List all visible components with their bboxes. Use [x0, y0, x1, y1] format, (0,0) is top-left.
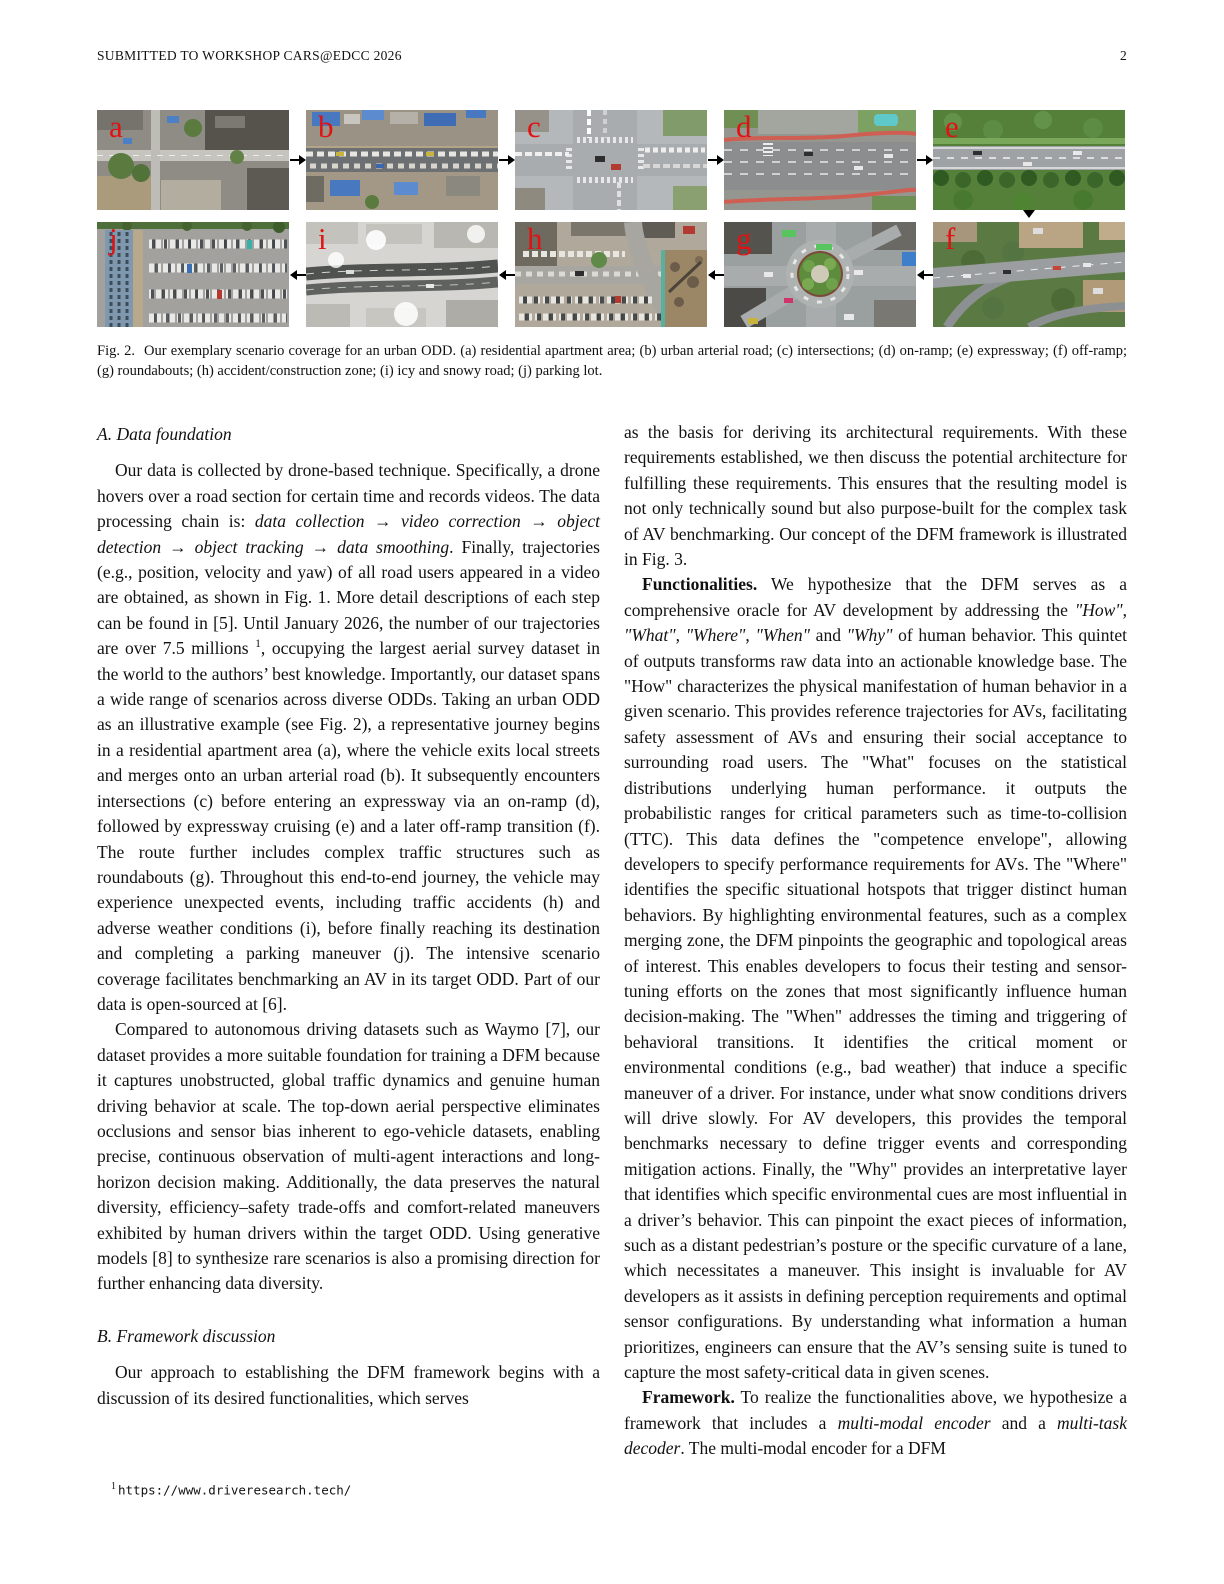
body-columns: [97, 420, 1127, 1462]
flow-arrow-left-icon: [290, 269, 306, 281]
tile-letter: b: [318, 110, 334, 144]
paragraph: Our approach to establishing the DFM framework begins with a discussion of its desired functionalities, which serves: [97, 1362, 600, 1408]
figure-caption-label: Fig. 2.: [97, 343, 135, 359]
tile-letter: j: [109, 222, 118, 256]
tile-letter: g: [736, 222, 752, 256]
aerial-photo-on-ramp: [724, 110, 916, 210]
flow-arrow-left-icon: [917, 269, 933, 281]
running-title: SUBMITTED TO WORKSHOP CARS@EDCC 2026: [97, 48, 402, 63]
aerial-photo-off-ramp: [933, 222, 1125, 327]
figure-tile-arterial-road: [306, 110, 498, 210]
figure-2-panel: [97, 110, 1127, 327]
flow-arrow-right-icon: [708, 154, 724, 166]
paragraph: Compared to autonomous driving datasets such as Waymo [7], our dataset provides a more suitable foundation for training a DFM because it captures unobstructed, global traffic dynamics and genuine human driving behavior at scale. The top-down aerial perspective eliminates occlusions and sensor bias inherent to ego-vehicle datasets, enabling precise, continuous observation of multi-agent interactions and long-horizon decision making. Additionally, the data preserves the natural diversity, efficiency–safety trade-offs and comfort-related maneuvers exhibited by human drivers within the target ODD. Using generative models [8] to synthesize rare scenarios is also a promising direction for further enhancing data diversity.: [97, 1019, 600, 1294]
flow-arrow-right-icon: [917, 154, 933, 166]
paragraph: Framework. To realize the functionalities above, we hypothesize a framework that includes a multi-modal encoder and a multi-task decoder. The multi-modal encoder for a DFM: [624, 1387, 1127, 1459]
paragraph: as the basis for deriving its architectural requirements. With these requirements established, we then discuss the potential architecture for fulfilling these requirements. This ensures that the resulting model is not only technically sound but also purpose-built for the complex task of AV benchmarking. Our concept of the DFM framework is illustrated in Fig. 3.: [624, 422, 1127, 570]
section-a-heading: A. Data foundation: [97, 424, 232, 444]
running-header: [97, 48, 1127, 64]
section-b-heading: B. Framework discussion: [97, 1325, 276, 1346]
figure-tile-construction-zone: [515, 222, 707, 327]
footnote-url-link[interactable]: https://www.driveresearch.tech/: [118, 1482, 352, 1498]
aerial-photo-parking-lot: [97, 222, 289, 327]
figure-tile-on-ramp: [724, 110, 916, 210]
right-column: [624, 420, 1127, 1462]
paragraph: Our data is collected by drone-based technique. Specifically, a drone hovers over a road section for certain time and records videos. The data processing chain is: data collection → video correction → object detection → object tracking → data smoothing. Finally, trajectories (e.g., position, velocity and yaw) of all road users appeared in a video are obtained, as shown in Fig. 1. More detail descriptions of each step can be found in [5]. Until January 2026, the number of our trajectories are over 7.5 millions $^1$, occupying the largest aerial survey dataset in the world to the authors’ best knowledge. Importantly, our dataset spans a wide range of scenarios across diverse ODDs. Taking an urban ODD as an illustrative example (see Fig. 2), a representative journey begins in a residential apartment area (a), where the vehicle exits local streets and merges onto an urban arterial road (b). It subsequently encounters intersections (c) before entering an expressway via an on-ramp (d), followed by expressway cruising (e) and a later off-ramp transition (f). The route further includes complex traffic structures such as roundabouts (g). Throughout this end-to-end journey, the vehicle may experience unexpected events, including traffic accidents (h) and adverse weather conditions (i), before finally reaching its destination and completing a parking maneuver (j). The intensive scenario coverage facilitates benchmarking an AV in its target ODD. Part of our data is open-sourced at [6].: [97, 460, 601, 1014]
figure-bottom-row: [97, 222, 1127, 327]
aerial-photo-construction-zone: [515, 222, 707, 327]
tile-letter: e: [945, 110, 959, 144]
tile-letter: c: [527, 110, 541, 144]
flow-arrow-left-icon: [499, 269, 515, 281]
figure-caption-text: Our exemplary scenario coverage for an urban ODD. (a) residential apartment area; (b) urban arterial road; (c) intersections; (d) on-ramp; (e) expressway; (f) off-ramp; (g) roundabouts; (h) accident/construction zone; (i) icy and snowy road; (j) parking lot.: [97, 343, 1127, 379]
footnote: [111, 1481, 351, 1498]
flow-arrow-left-icon: [708, 269, 724, 281]
tile-letter: h: [527, 222, 543, 256]
figure-tile-residential: [97, 110, 289, 210]
figure-tile-intersection: [515, 110, 707, 210]
flow-arrow-right-icon: [290, 154, 306, 166]
aerial-photo-roundabout: [724, 222, 916, 327]
aerial-photo-snowy-road: [306, 222, 498, 327]
tile-letter: d: [736, 110, 752, 144]
tile-letter: i: [318, 222, 327, 256]
aerial-photo-arterial-road: [306, 110, 498, 210]
figure-tile-expressway: [933, 110, 1125, 210]
aerial-photo-intersection: [515, 110, 707, 210]
tile-letter: f: [945, 222, 956, 256]
figure-tile-roundabout: [724, 222, 916, 327]
figure-tile-off-ramp: [933, 222, 1125, 327]
figure-tile-parking-lot: [97, 222, 289, 327]
aerial-photo-residential: [97, 110, 289, 210]
footnote-marker: 1: [111, 1481, 116, 1492]
flow-arrow-right-icon: [499, 154, 515, 166]
figure-caption: [97, 342, 1127, 381]
figure-top-row: [97, 110, 1127, 210]
left-column: [97, 420, 600, 1462]
tile-letter: a: [109, 110, 123, 144]
paragraph: Functionalities. We hypothesize that the DFM serves as a comprehensive oracle for AV development by addressing the "How", "What", "Where", "When" and "Why" of human behavior. This quintet of outputs transforms raw data into an actionable knowledge base. The "How" characterizes the physical manifestation of human behavior in a given scenario. This provides reference trajectories for AVs, facilitating safety assessment of AVs and ensuring their social acceptance to surrounding road users. The "What" focuses on the statistical distributions underlying human performance. it outputs the probabilistic ranges for critical parameters such as time-to-collision (TTC). This data defines the "competence envelope", allowing developers to specify performance requirements for AVs. The "Where" identifies the specific situational hotspots that trigger distinct human behaviors. By highlighting environmental features, such as a complex merging zone, the DFM pinpoints the geographic and topological areas of interest. This enables developers to focus their testing and sensor-tuning efforts on the zones that most significantly influence human decision-making. The "When" addresses the timing and triggering of behavioral transitions. It identifies the critical moment or environmental conditions (e.g., bad weather) that induce a specific maneuver of a driver. For instance, under what snow conditions drivers will drive slowly. For AV developers, this provides the temporal benchmarks necessary to define trigger events and corresponding mitigation actions. Finally, the "Why" provides an interpretative layer that identifies which specific environmental cues are most influential in a driver’s behavior. This can pinpoint the exact pieces of information, such as a distant pedestrian’s posture or the specific curvature of a lane, which necessitates a maneuver. This insight is invaluable for AV developers as it assists in defining perception requirements and optimal sensor configurations. By understanding what information a human prioritizes, engineers can ensure that the AV’s sensing suite is tuned to capture the most safety-critical data in given scenes.: [624, 574, 1127, 1383]
flow-arrow-down-icon: [1022, 208, 1036, 219]
page-number: 2: [1119, 48, 1127, 63]
aerial-photo-expressway: [933, 110, 1125, 210]
figure-tile-snowy-road: [306, 222, 498, 327]
